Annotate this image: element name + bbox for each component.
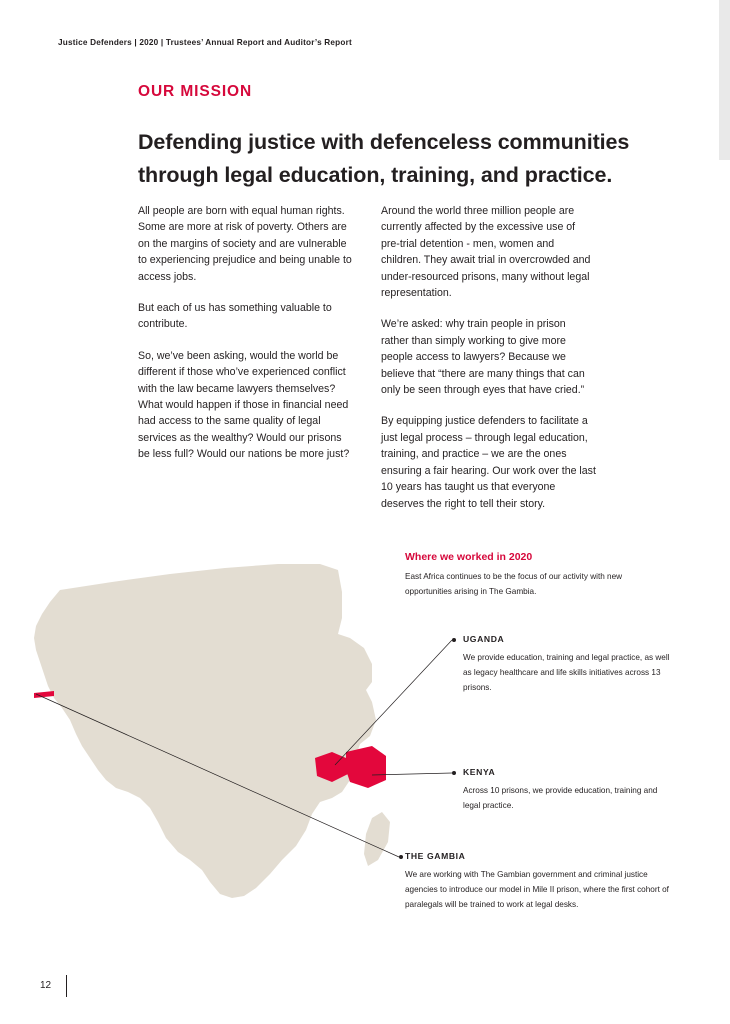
callout-title: UGANDA <box>463 634 505 644</box>
map-pin-kenya <box>452 771 456 775</box>
callout-body: We are working with The Gambian government and criminal justice agencies to introduce our model in Mile II prison, where the first cohort of paralegals will be trained to work at legal desks. <box>405 870 669 910</box>
map-pin-gambia <box>399 855 403 859</box>
callout-body: We provide education, training and legal practice, as well as legacy healthcare and life skills initiatives across 13 prisons. <box>463 653 670 693</box>
page-number: 12 <box>40 980 52 991</box>
page-edge-strip <box>719 0 730 160</box>
paragraph: Around the world three million people are currently affected by the excessive use of pre-trial detention - men, women and children. They await trial in overcrowded and under-resourced prisons, many without legal representation. <box>381 205 591 300</box>
paragraph: So, we’ve been asking, would the world be different if those who’ve experienced conflict with the law became lawyers themselves? What would happen if those in financial need had access to the same quality of legal services as the wealthy? Would our prisons be less full? Would our nations be more just? <box>138 349 350 461</box>
paragraph: We’re asked: why train people in prison rather than simply working to give more people access to lawyers? Because we believe that “there are many things that can only be seen through eyes that have cried.” <box>381 318 585 397</box>
map-title: Where we worked in 2020 <box>405 551 533 563</box>
page-edge-strip-lower <box>719 160 730 1024</box>
body-column-right <box>381 203 596 527</box>
africa-map <box>20 530 420 960</box>
kenya-highlight <box>346 746 386 788</box>
gambia-highlight <box>34 691 54 698</box>
body-column-left <box>138 203 353 478</box>
section-label: OUR MISSION <box>138 83 253 100</box>
paragraph: But each of us has something valuable to contribute. <box>138 302 332 331</box>
callout-kenya <box>463 767 673 813</box>
callout-title: KENYA <box>463 767 496 777</box>
running-head: Justice Defenders | 2020 | Trustees’ Annual Report and Auditor’s Report <box>58 38 352 47</box>
callout-gambia <box>405 851 680 913</box>
map-pin-uganda <box>452 638 456 642</box>
paragraph: By equipping justice defenders to facilitate a just legal process – through legal education, training, and practice – we are the ones ensuring a fair hearing. Our work over the last 10 years has taught us that everyone deserves the right to tell their story. <box>381 415 596 510</box>
callout-body: Across 10 prisons, we provide education, training and legal practice. <box>463 786 658 811</box>
callout-title: THE GAMBIA <box>405 851 466 861</box>
map-landmass <box>34 564 390 898</box>
map-subtitle: East Africa continues to be the focus of our activity with new opportunities arising in The Gambia. <box>405 572 623 597</box>
callout-uganda <box>463 634 673 696</box>
folio-rule <box>66 975 67 997</box>
page-title: Defending justice with defenceless communities through legal education, training, and practice. <box>138 130 630 188</box>
paragraph: All people are born with equal human rights. Some are more at risk of poverty. Others are on the margins of society and are vulnerable to experiencing prejudice and being unable to access jobs. <box>138 205 352 283</box>
